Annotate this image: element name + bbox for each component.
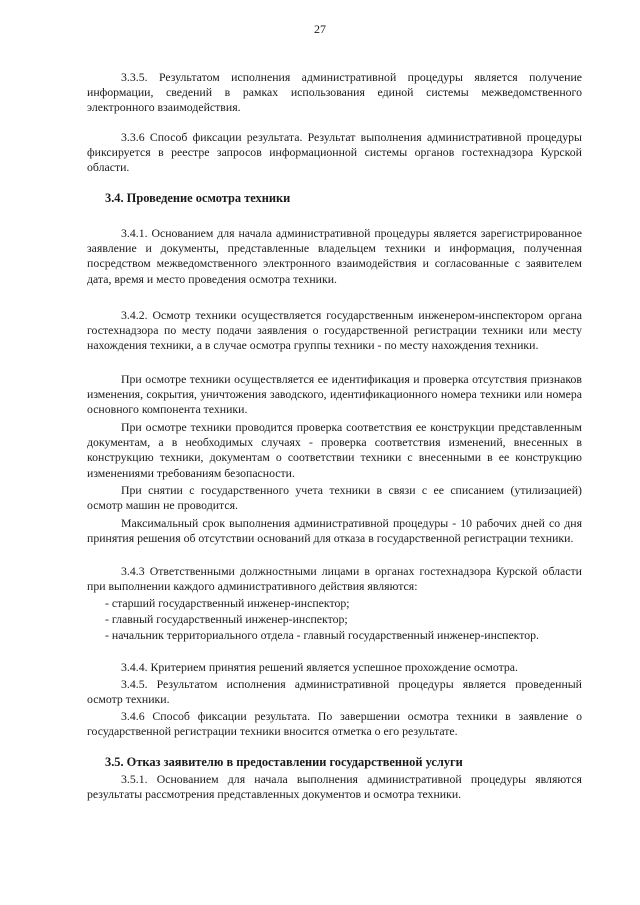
list-item: - главный государственный инженер-инспектор; [105,612,348,626]
paragraph-deregistration: При снятии с государственного учета техники в связи с ее списанием (утилизацией) осмотр машин не проводится. [87,483,582,513]
section-heading-3-4: 3.4. Проведение осмотра техники [105,191,291,205]
list-item: - начальник территориального отдела - главный государственный инженер-инспектор. [105,628,540,642]
paragraph-3-3-6: 3.3.6 Способ фиксации результата. Результат выполнения административной процедуры фиксируется в реестре запросов информационной системы органов гостехнадзора Курской области. [87,130,582,175]
paragraph-3-4-3: 3.4.3 Ответственными должностными лицами в органах гостехнадзора Курской области при выполнении каждого административного действия являются: [87,564,582,594]
paragraph-3-4-5: 3.4.5. Результатом исполнения административной процедуры является проведенный осмотр техники. [87,677,582,707]
paragraph-construction-check: При осмотре техники проводится проверка соответствия ее конструкции представленным документам, а в необходимых случаях - проверка соответствия изменений, внесенных в конструкцию техники, документам о соответствии техники с внесенными в ее конструкцию изменениями требованиям безопасности. [87,420,582,480]
paragraph-identification: При осмотре техники осуществляется ее идентификация и проверка отсутствия признаков изменения, сокрытия, уничтожения заводского, идентификационного номера техники или номера основного компонента техники. [87,372,582,417]
section-heading-3-5: 3.5. Отказ заявителю в предоставлении государственной услуги [105,755,463,769]
paragraph-3-4-6: 3.4.6 Способ фиксации результата. По завершении осмотра техники в заявление о государственной регистрации техники вносится отметка о его результате. [87,709,582,739]
page-number: 27 [314,22,326,36]
paragraph-3-4-4: 3.4.4. Критерием принятия решений является успешное прохождение осмотра. [121,660,518,674]
paragraph-3-3-5: 3.3.5. Результатом исполнения административной процедуры является получение информации, сведений в рамках использования единой системы межведомственного электронного взаимодействия. [87,70,582,115]
paragraph-max-term: Максимальный срок выполнения административной процедуры - 10 рабочих дней со дня принятия решения об отсутствии оснований для отказа в государственной регистрации техники. [87,516,582,546]
paragraph-3-4-2: 3.4.2. Осмотр техники осуществляется государственным инженером-инспектором органа гостехнадзора по месту подачи заявления о государственной регистрации техники или месту нахождения техники, а в случае осмотра группы техники - по месту нахождения техники. [87,308,582,353]
paragraph-3-5-1: 3.5.1. Основанием для начала выполнения административной процедуры являются результаты рассмотрения представленных документов и осмотра техники. [87,772,582,802]
list-item: - старший государственный инженер-инспектор; [105,596,350,610]
paragraph-3-4-1: 3.4.1. Основанием для начала административной процедуры является зарегистрированное заявление и документы, представленные владельцем техники и информация, полученная посредством межведомственного электронного взаимодействия и согласованные с заявителем дата, время и место проведения осмотра техники. [87,226,582,286]
